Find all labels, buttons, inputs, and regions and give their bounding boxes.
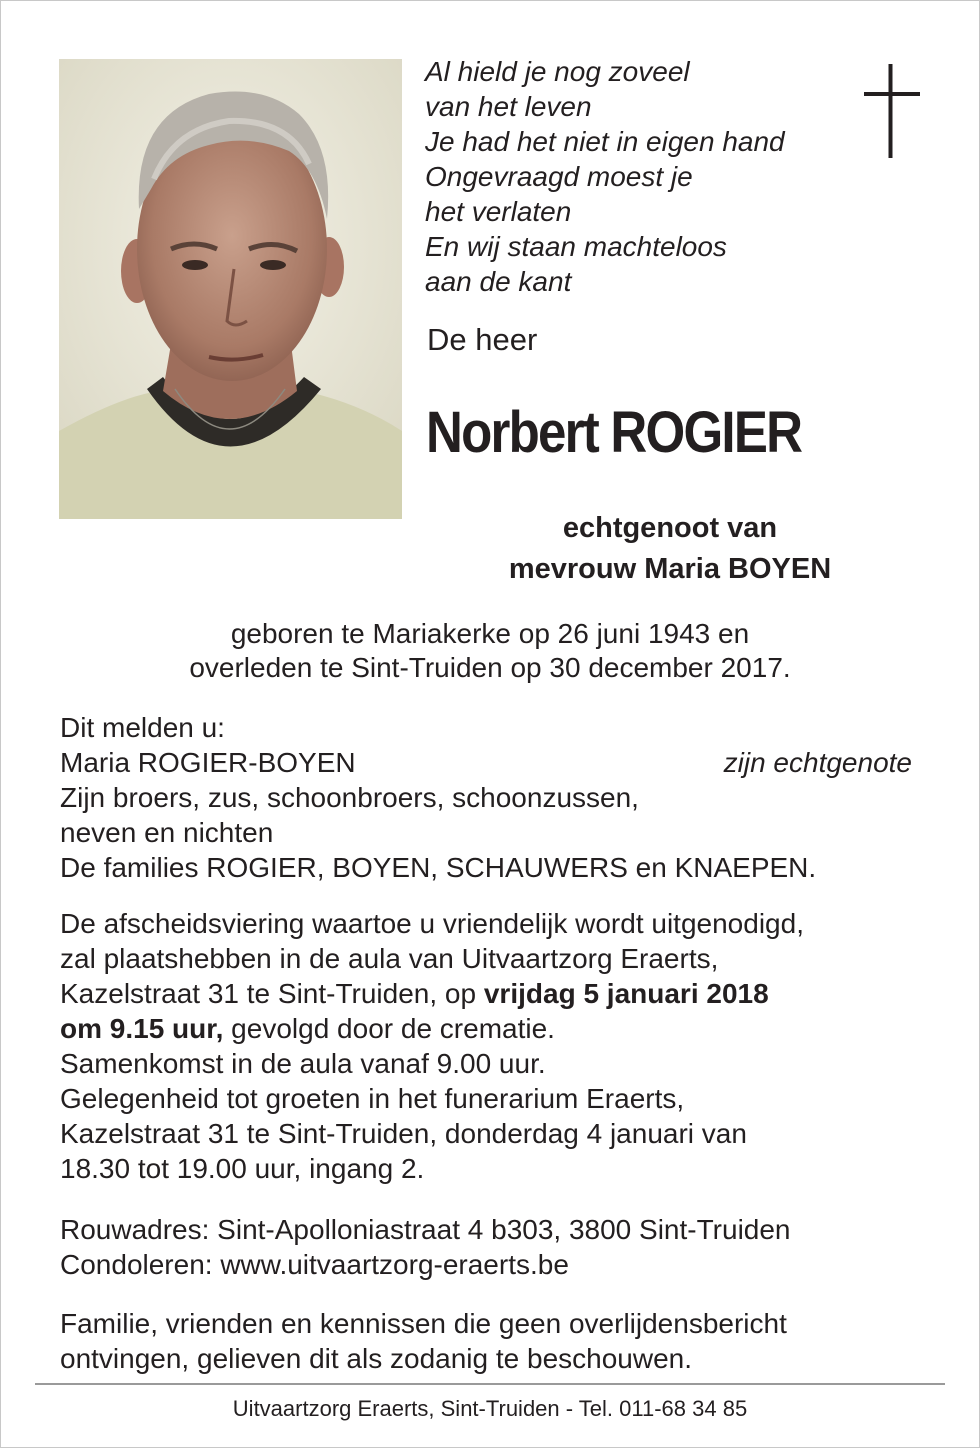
ceremony-date: vrijdag 5 januari 2018: [483, 978, 769, 1009]
announcer-line: Zijn broers, zus, schoonbroers, schoonzussen,: [60, 782, 639, 813]
death-line: overleden te Sint-Truiden op 30 december 2017.: [189, 652, 791, 683]
poem-line: van het leven: [425, 91, 592, 122]
ceremony-line: 18.30 tot 19.00 uur, ingang 2.: [60, 1153, 425, 1184]
footer-text: Uitvaartzorg Eraerts, Sint-Truiden - Tel. 011-68 34 85: [232, 1396, 748, 1421]
spouse-line-2: mevrouw Maria BOYEN: [508, 553, 832, 585]
closing-line: ontvingen, gelieven dit als zodanig te beschouwen.: [60, 1343, 692, 1374]
announcer-row: [60, 745, 912, 780]
deceased-name: Norbert ROGIER: [426, 400, 802, 465]
ceremony-line: De afscheidsviering waartoe u vriendelijk wordt uitgenodigd,: [60, 908, 804, 939]
ceremony-cremation: gevolgd door de crematie.: [223, 1013, 555, 1044]
poem-line: En wij staan machteloos: [425, 231, 727, 262]
poem-line: Ongevraagd moest je: [425, 161, 693, 192]
honorific: De heer: [427, 322, 538, 357]
birth-line: geboren te Mariakerke op 26 juni 1943 en: [230, 618, 750, 649]
poem-line: aan de kant: [425, 266, 572, 297]
poem-line: Je had het niet in eigen hand: [425, 126, 785, 157]
announcer-line: De families ROGIER, BOYEN, SCHAUWERS en KNAEPEN.: [60, 852, 817, 883]
cross-icon: [864, 64, 920, 158]
poem-line: Al hield je nog zoveel: [425, 56, 690, 87]
ceremony-line: Samenkomst in de aula vanaf 9.00 uur.: [60, 1048, 546, 1079]
ceremony-line: [60, 1011, 804, 1046]
announcer-relation: zijn echtgenote: [723, 747, 912, 778]
divider: [35, 1383, 945, 1385]
memorial-poem: [425, 54, 785, 299]
ceremony-time: om 9.15 uur,: [60, 1013, 224, 1044]
portrait-photo: [59, 59, 402, 519]
mourning-address: Rouwadres: Sint-Apolloniastraat 4 b303, 3800 Sint-Truiden: [60, 1214, 791, 1245]
poem-line: het verlaten: [425, 196, 572, 227]
spouse-line-1: echtgenoot van: [562, 512, 778, 544]
announcer-line: neven en nichten: [60, 817, 274, 848]
announcers-intro: Dit melden u:: [60, 712, 225, 743]
ceremony-line: zal plaatshebben in de aula van Uitvaartzorg Eraerts,: [60, 943, 719, 974]
ceremony-line: Kazelstraat 31 te Sint-Truiden, donderdag 4 januari van: [60, 1118, 747, 1149]
ceremony-line: [60, 976, 804, 1011]
ceremony-section: [60, 906, 804, 1186]
condolences-link[interactable]: Condoleren: www.uitvaartzorg-eraerts.be: [60, 1249, 569, 1280]
announcers-section: [60, 710, 912, 885]
closing-line: Familie, vrienden en kennissen die geen overlijdensbericht: [60, 1308, 787, 1339]
ceremony-line: Gelegenheid tot groeten in het funerarium Eraerts,: [60, 1083, 685, 1114]
announcer-name: Maria ROGIER-BOYEN: [60, 747, 356, 778]
ceremony-location: Kazelstraat 31 te Sint-Truiden, op: [60, 978, 484, 1009]
closing-section: [60, 1306, 787, 1376]
contact-section: [60, 1212, 791, 1282]
